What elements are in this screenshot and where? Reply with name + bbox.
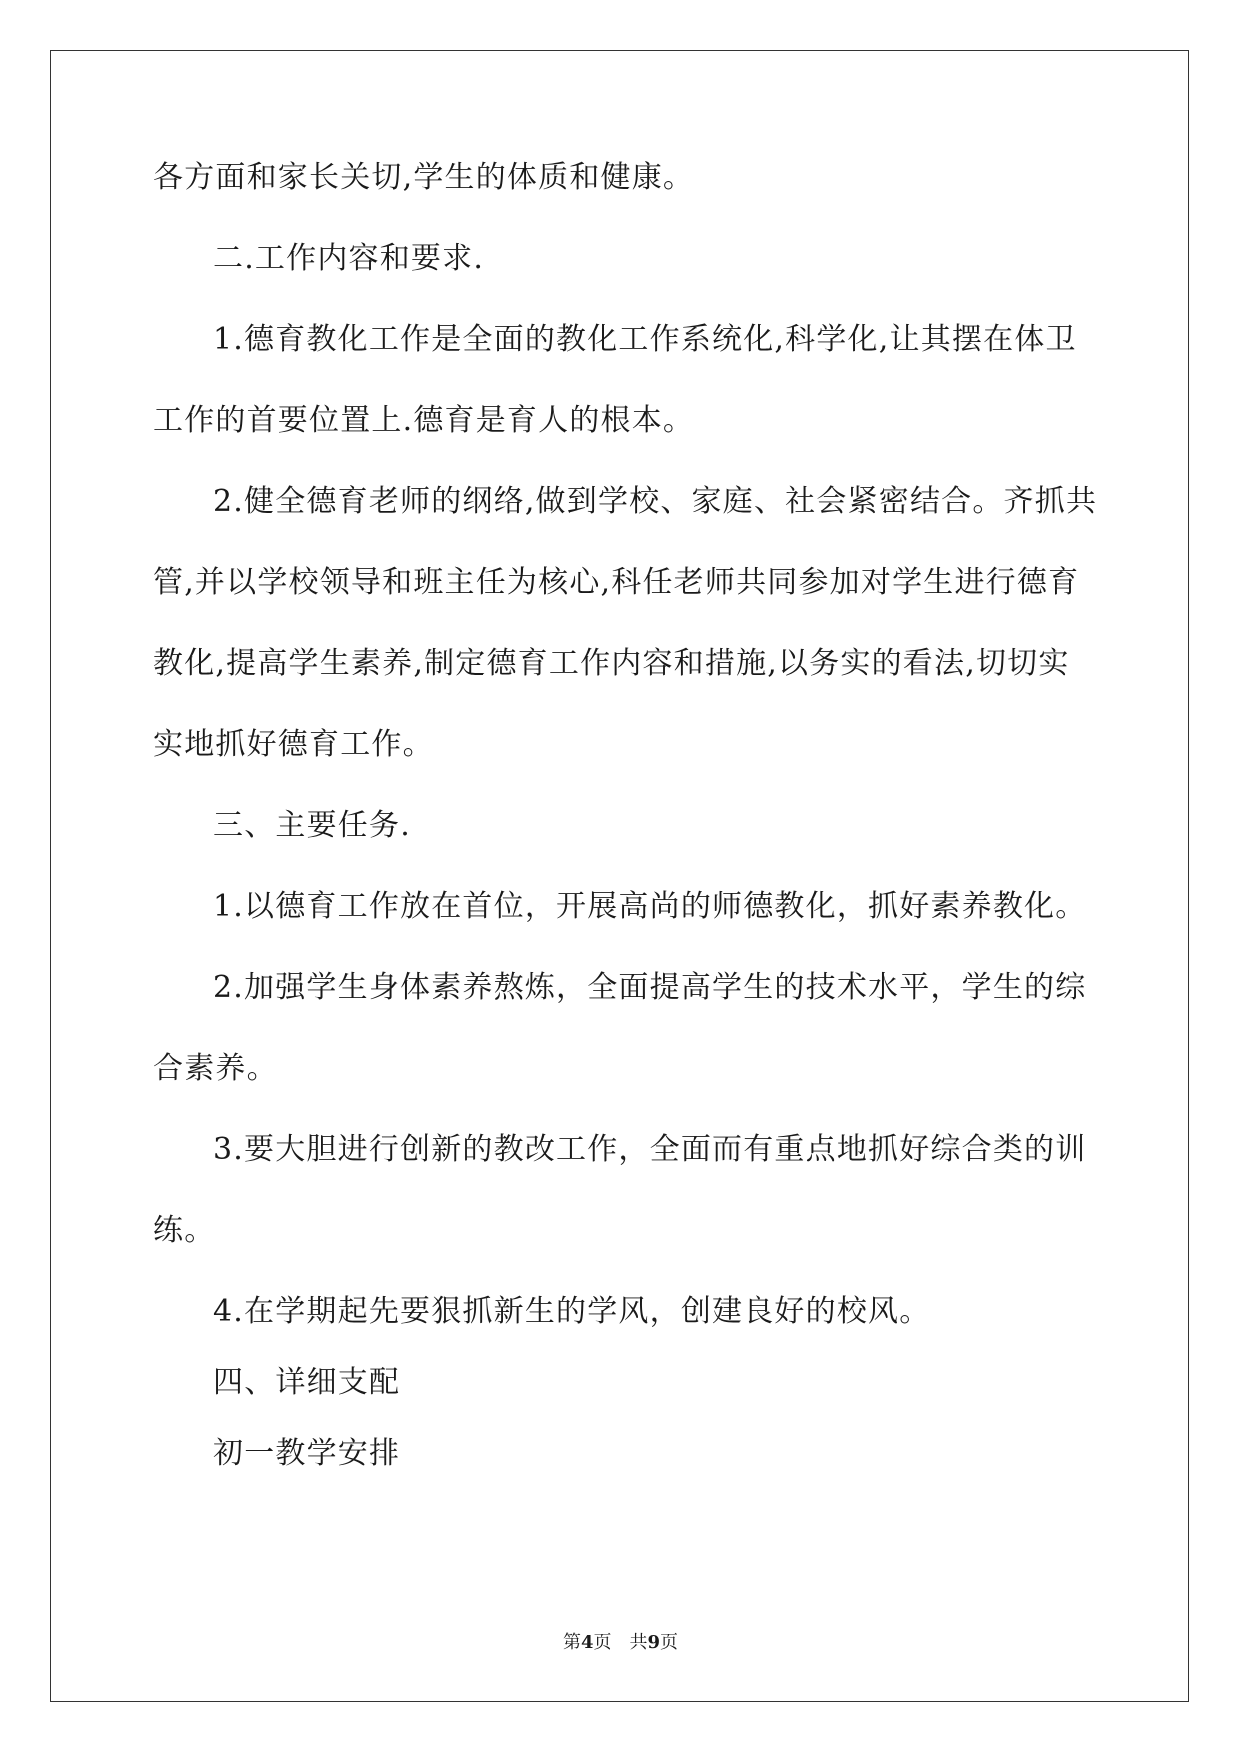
text-line: 3.要大胆进行创新的教改工作，全面而有重点地抓好综合类的训 [213, 1132, 1087, 1167]
page-footer [0, 1628, 1241, 1654]
text-line: 各方面和家长关切,学生的体质和健康。 [153, 160, 695, 195]
text-line: 练。 [153, 1213, 216, 1248]
footer-suffix: 页 [660, 1632, 679, 1653]
section-heading: 三、主要任务. [213, 808, 411, 843]
footer-prefix: 第 [562, 1632, 581, 1653]
total-page-count: 9 [647, 1632, 661, 1653]
section-heading: 二.工作内容和要求. [213, 241, 485, 276]
text-line: 教化,提高学生素养,制定德育工作内容和措施,以务实的看法,切切实 [153, 646, 1070, 681]
text-line: 2.健全德育老师的纲络,做到学校、家庭、社会紧密结合。齐抓共 [213, 484, 1098, 519]
section-heading: 四、详细支配 [213, 1365, 401, 1400]
text-line: 合素养。 [153, 1051, 278, 1086]
text-line: 初一教学安排 [213, 1436, 401, 1471]
text-line: 工作的首要位置上.德育是育人的根本。 [153, 403, 695, 438]
text-line: 管,并以学校领导和班主任为核心,科任老师共同参加对学生进行德育 [153, 565, 1080, 600]
text-line: 实地抓好德育工作。 [153, 727, 434, 762]
text-line: 4.在学期起先要狠抓新生的学风，创建良好的校风。 [213, 1294, 931, 1329]
footer-middle: 页 共 [593, 1632, 648, 1653]
text-line: 2.加强学生身体素养熬炼，全面提高学生的技术水平，学生的综 [213, 970, 1087, 1005]
text-line: 1.以德育工作放在首位，开展高尚的师德教化，抓好素养教化。 [213, 889, 1087, 924]
text-line: 1.德育教化工作是全面的教化工作系统化,科学化,让其摆在体卫 [213, 322, 1077, 357]
current-page-number: 4 [580, 1632, 594, 1653]
